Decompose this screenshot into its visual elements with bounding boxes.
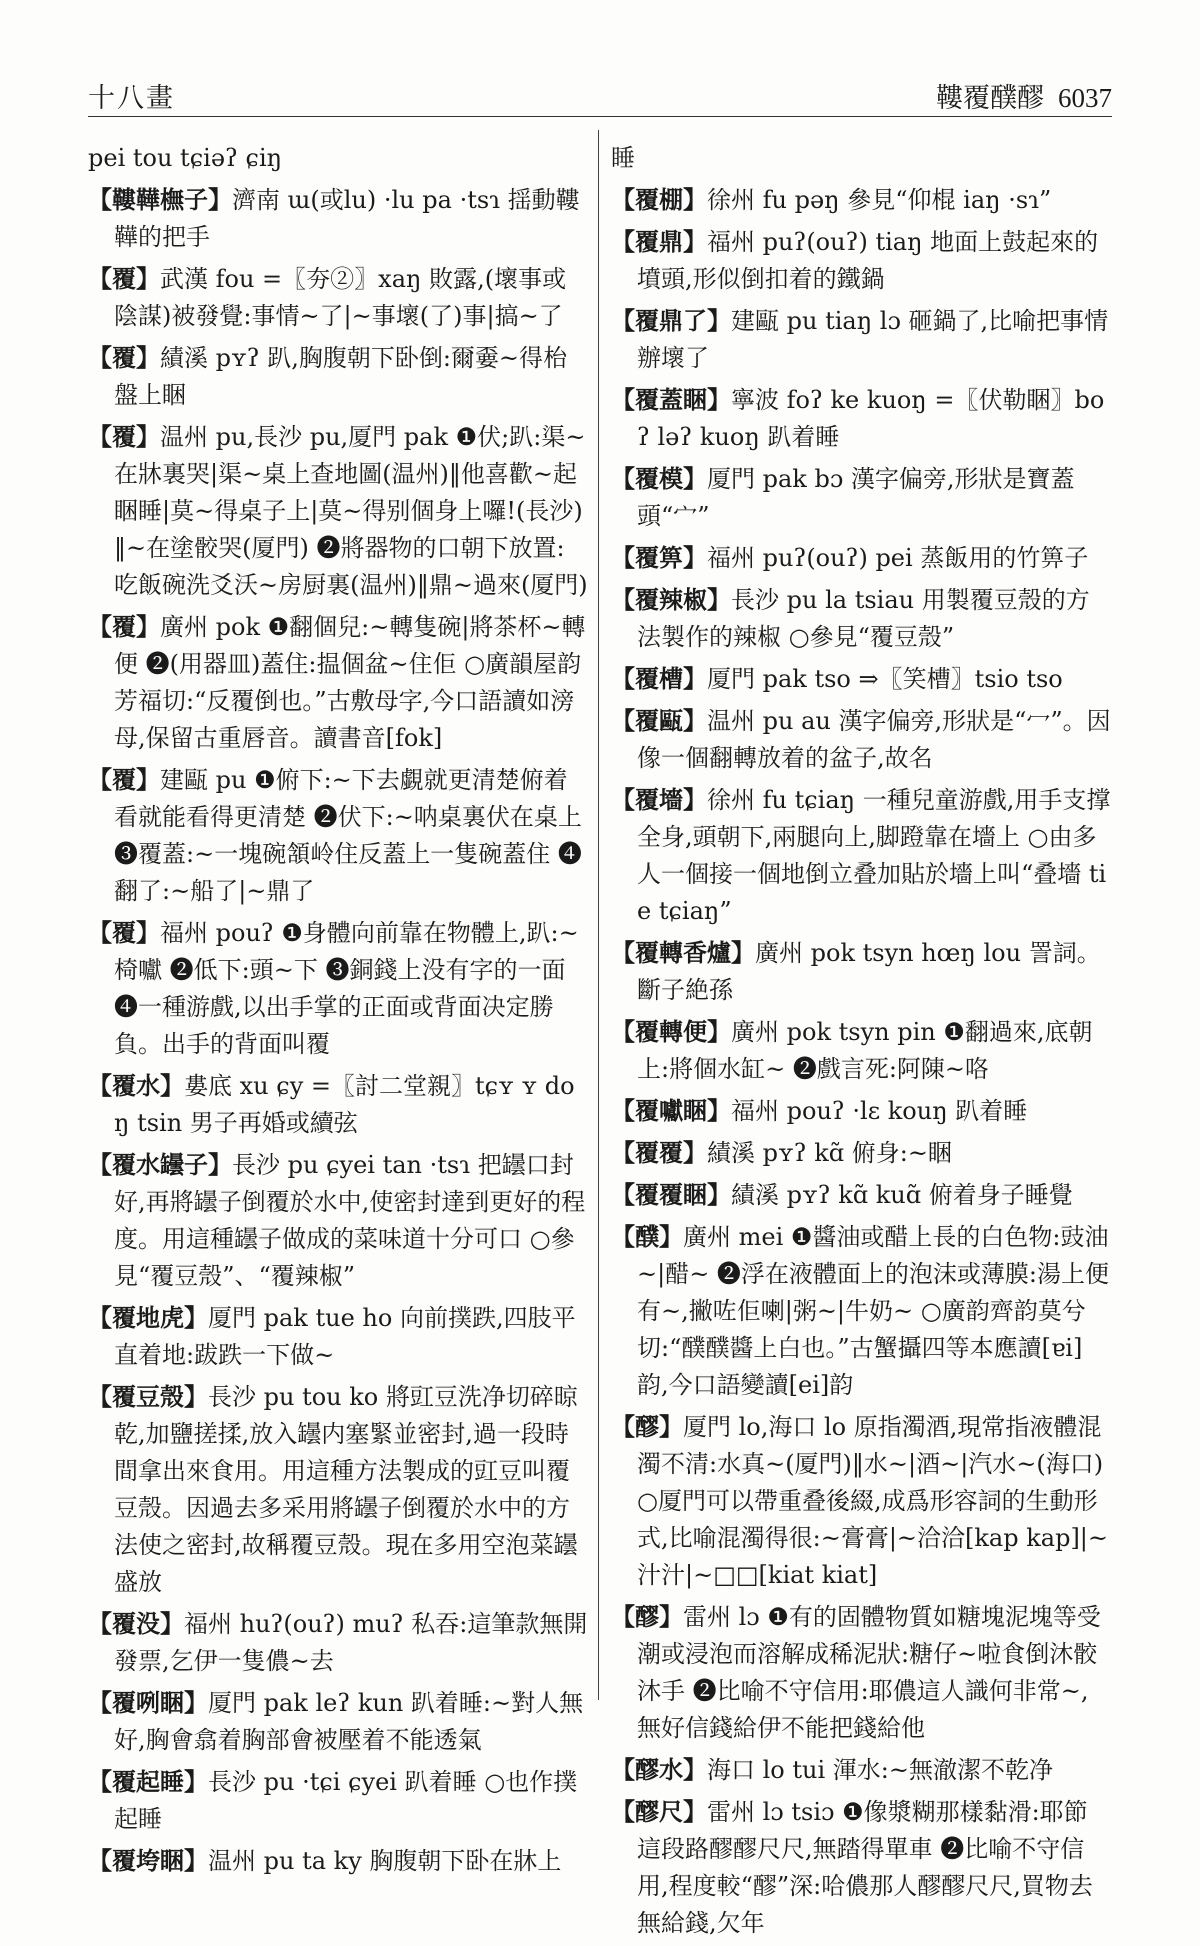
- dictionary-entry: [611, 1751, 1111, 1789]
- entry-headword: 【醪尺】: [611, 1797, 707, 1826]
- entry-text: 武漢 fou =〖夯②〗xaŋ 敗露,(壞事或陰謀)被發覺:事情~了|~事壞(了)事|搞~了: [114, 265, 567, 330]
- running-head-characters: 鞻覆醭醪: [936, 83, 1044, 114]
- dictionary-entry: [611, 1134, 1111, 1172]
- entry-text: 績溪 pʏʔ kɑ̃ 俯身:~睏: [707, 1139, 952, 1167]
- entry-headword: 【覆甌】: [611, 706, 707, 735]
- entry-headword: 【覆槽】: [611, 664, 707, 693]
- entry-text: 温州 pu au 漢字偏旁,形狀是“冖”。因像一個翻轉放着的盆子,故名: [637, 707, 1111, 772]
- entry-headword: 【醪水】: [611, 1755, 707, 1784]
- entry-text: 福州 pouʔ ·lɛ kouŋ 趴着睡: [731, 1097, 1028, 1125]
- dictionary-entry: [88, 339, 588, 414]
- entry-text: 徐州 fu tɕiaŋ 一種兒童游戲,用手支撑全身,頭朝下,兩腿向上,脚蹬靠在墻上 ○由多人一個接一個地倒立叠加貼於墻上叫“叠墻 tie tɕiaŋ”: [637, 786, 1111, 925]
- entry-headword: 【覆模】: [611, 464, 707, 493]
- entry-text: 福州 puʔ(ouʔ) pei 蒸飯用的竹箅子: [707, 544, 1089, 572]
- entry-text: 雷州 lɔ ❶有的固體物質如糖塊泥塊等受潮或浸泡而溶解成稀泥狀:糖仔~啦食倒沐骹沐手 ❷比喻不守信用:耶儂這人識何非常~,無好信錢給伊不能把錢給他: [637, 1603, 1101, 1742]
- entry-headword: 【醪】: [611, 1412, 683, 1441]
- column-divider: [598, 130, 599, 1700]
- entry-text: pei tou tɕiəʔ ɕiŋ: [88, 144, 283, 172]
- entry-headword: 【覆辣椒】: [611, 585, 731, 614]
- entry-headword: 【覆囐睏】: [611, 1096, 731, 1125]
- entry-headword: 【覆箅】: [611, 543, 707, 572]
- running-head-right: [936, 76, 1112, 115]
- dictionary-entry: [611, 302, 1111, 377]
- entry-text: 廣州 pok tsyn pin ❶翻過來,底朝上:將個水缸~ ❷戲言死:阿陳~咯: [637, 1018, 1093, 1083]
- entry-text: 婁底 xu ɕy =〖討二堂親〗tɕʏ ʏ doŋ tsin 男子再婚或續弦: [114, 1072, 575, 1137]
- page-header: [88, 70, 1112, 122]
- entry-headword: 【覆没】: [88, 1609, 184, 1638]
- entry-text: 建甌 pu ❶俯下:~下去覷就更清楚俯着看就能看得更清楚 ❷伏下:~呐桌裏伏在桌上 ❸覆蓋:~一塊碗頷岭住反蓋上一隻碗蓋住 ❹翻了:~船了|~鼎了: [114, 766, 582, 905]
- entry-text: 温州 pu,長沙 pu,厦門 pak ❶伏;趴:渠~在牀裏哭|渠~桌上查地圖(温州)‖他喜歡~起睏睡|莫~得桌子上|莫~得别個身上囉!(長沙)‖~在塗骹哭(厦門) ❷將器物的口朝下放置:吃飯碗洗爻沃~房厨裏(温州)‖鼎~過來(厦門): [114, 423, 588, 599]
- dictionary-entry: [88, 608, 588, 757]
- entry-headword: 【覆垮睏】: [88, 1846, 208, 1875]
- dictionary-entry: [611, 1408, 1111, 1594]
- dictionary-entry: [611, 660, 1111, 698]
- entry-headword: 【覆】: [88, 343, 160, 372]
- entry-text: 徐州 fu pəŋ 參見“仰棍 iaŋ ·sɿ”: [707, 186, 1052, 214]
- dictionary-entry: [611, 223, 1111, 298]
- dictionary-entry: [88, 260, 588, 335]
- dictionary-entry: [88, 418, 588, 604]
- entry-headword: 【覆地虎】: [88, 1303, 208, 1332]
- dictionary-entry: [611, 1092, 1111, 1130]
- entry-text: 建甌 pu tiaŋ lɔ 砸鍋了,比喻把事情辦壞了: [637, 307, 1109, 372]
- dictionary-entry: [611, 539, 1111, 577]
- entry-text: 福州 puʔ(ouʔ) tiaŋ 地面上鼓起來的墳頭,形似倒扣着的鐵鍋: [637, 228, 1099, 293]
- dictionary-entry: [88, 1763, 588, 1838]
- entry-text: 厦門 pak leʔ kun 趴着睡:~對人無好,胸會翕着胸部會被壓着不能透氣: [114, 1689, 584, 1754]
- entry-headword: 【醭】: [611, 1222, 683, 1251]
- entry-headword: 【覆起睡】: [88, 1767, 208, 1796]
- entry-text: 雷州 lɔ tsiɔ ❶像漿糊那樣黏滑:耶節這段路醪醪尺尺,無踏得單車 ❷比喻不守信用,程度較“醪”深:哈儂那人醪醪尺尺,買物去無給錢,欠年: [637, 1798, 1093, 1937]
- dictionary-entry: [88, 1146, 588, 1295]
- dictionary-entry: [611, 381, 1111, 456]
- entry-text: 長沙 pu la tsiau 用製覆豆殼的方法製作的辣椒 ○參見“覆豆殼”: [637, 586, 1090, 651]
- entry-headword: 【覆轉香爐】: [611, 938, 755, 967]
- dictionary-entry: [88, 181, 588, 256]
- dictionary-entry: [611, 581, 1111, 656]
- entry-headword: 【覆水】: [88, 1071, 184, 1100]
- dictionary-entry: [611, 702, 1111, 777]
- dictionary-entry: [88, 1842, 588, 1880]
- entry-headword: 【覆】: [88, 422, 160, 451]
- dictionary-entry: [88, 1378, 588, 1601]
- entry-continuation: [611, 140, 1111, 177]
- dictionary-entry: [88, 1299, 588, 1374]
- entry-text: 濟南 ɯ(或lu) ·lu pa ·tsɿ 揺動鞻鞾的把手: [114, 186, 580, 251]
- entry-text: 廣州 pok ❶翻個兒:~轉隻碗|將茶杯~轉便 ❷(用器皿)蓋住:揾個盆~住佢 ○廣韻屋韵芳福切:“反覆倒也。”古敷母字,今口語讀如滂母,保留古重唇音。讀書音[fok]: [114, 613, 586, 752]
- entry-text: 廣州 mei ❶醬油或醋上長的白色物:豉油~|醋~ ❷浮在液體面上的泡沫或薄膜:湯上便有~,撇咗佢喇|粥~|牛奶~ ○廣韵齊韵莫兮切:“醭醭醬上白也。”古蟹攝四等本應讀[ɐi]韵,今口語變讀[ei]韵: [637, 1223, 1110, 1399]
- entry-headword: 【覆】: [88, 612, 160, 641]
- entry-text: 睡: [611, 144, 635, 172]
- entry-headword: 【鞻鞾橅子】: [88, 185, 232, 214]
- entry-headword: 【覆】: [88, 918, 160, 947]
- entry-headword: 【覆蓋睏】: [611, 385, 731, 414]
- entry-text: 厦門 pak bɔ 漢字偏旁,形狀是寶蓋頭“宀”: [637, 465, 1075, 530]
- entry-text: 長沙 pu ɕyei tan ·tsɿ 把罎口封好,再將罎子倒覆於水中,使密封達到更好的程度。用這種罎子做成的菜味道十分可口 ○參見“覆豆殼”、“覆辣椒”: [114, 1151, 586, 1290]
- dictionary-entry: [611, 1013, 1111, 1088]
- entry-headword: 【覆覆睏】: [611, 1180, 731, 1209]
- dictionary-entry: [88, 1067, 588, 1142]
- entry-text: 温州 pu ta ky 胸腹朝下卧在牀上: [208, 1847, 562, 1875]
- entry-headword: 【覆豆殼】: [88, 1382, 208, 1411]
- header-rule: [88, 116, 1112, 117]
- entry-text: 厦門 pak tue ho 向前撲跌,四肢平直着地:跋跌一下做~: [114, 1304, 576, 1369]
- entry-continuation: [88, 140, 588, 177]
- entry-text: 績溪 pʏʔ kɑ̃ kuɑ̃ 俯着身子睡覺: [731, 1181, 1073, 1209]
- entry-headword: 【覆】: [88, 765, 160, 794]
- left-column: [88, 140, 588, 1884]
- entry-headword: 【覆咧睏】: [88, 1688, 208, 1717]
- entry-text: 寧波 foʔ ke kuoŋ =〖伏勒睏〗boʔ ləʔ kuoŋ 趴着睡: [637, 386, 1105, 451]
- dictionary-entry: [88, 914, 588, 1063]
- dictionary-entry: [88, 1605, 588, 1680]
- entry-text: 廣州 pok tsyn hœŋ lou 詈詞。斷子絶孫: [637, 939, 1101, 1004]
- running-head-stroke-count: 十八畫: [88, 83, 175, 114]
- entry-text: 長沙 pu tou ko 將豇豆洗净切碎晾乾,加鹽搓揉,放入罎内塞緊並密封,過一段時間拿出來食用。用這種方法製成的豇豆叫覆豆殼。因過去多采用將罎子倒覆於水中的方法使之密封,故稱覆豆殼。現在多用空泡菜罎盛放: [114, 1383, 578, 1596]
- entry-text: 厦門 lo,海口 lo 原指濁酒,現常指液體混濁不清:水真~(厦門)‖水~|酒~|汽水~(海口) ○厦門可以帶重叠後綴,成爲形容詞的生動形式,比喻混濁得很:~膏膏|~洽洽[kap kap]|~汁汁|~□□[kiat kiat]: [637, 1413, 1108, 1589]
- page-number: 6037: [1058, 83, 1112, 113]
- entry-headword: 【覆鼎了】: [611, 306, 731, 335]
- entry-text: 海口 lo tui 渾水:~無澈潔不乾净: [707, 1756, 1053, 1784]
- entry-headword: 【覆鼎】: [611, 227, 707, 256]
- dictionary-entry: [611, 781, 1111, 930]
- entry-headword: 【覆】: [88, 264, 160, 293]
- entry-headword: 【醪】: [611, 1602, 683, 1631]
- dictionary-entry: [611, 460, 1111, 535]
- right-column: [611, 140, 1111, 1946]
- entry-text: 福州 huʔ(ouʔ) muʔ 私吞:這筆款無開發票,乞伊一隻儂~去: [114, 1610, 588, 1675]
- dictionary-entry: [611, 1598, 1111, 1747]
- dictionary-entry: [88, 1684, 588, 1759]
- dictionary-entry: [611, 1176, 1111, 1214]
- dictionary-entry: [611, 1793, 1111, 1942]
- dictionary-entry: [611, 181, 1111, 219]
- dictionary-entry: [611, 1218, 1111, 1404]
- entry-headword: 【覆覆】: [611, 1138, 707, 1167]
- entry-headword: 【覆棚】: [611, 185, 707, 214]
- dictionary-entry: [611, 934, 1111, 1009]
- entry-headword: 【覆水罎子】: [88, 1150, 232, 1179]
- entry-text: 績溪 pʏʔ 趴,胸腹朝下卧倒:爾嫑~得枱盤上睏: [114, 344, 568, 409]
- entry-text: 厦門 pak tso ⇒〖笑槽〗tsio tso: [707, 665, 1063, 693]
- entry-text: 長沙 pu ·tɕi ɕyei 趴着睡 ○也作撲起睡: [114, 1768, 578, 1833]
- entry-headword: 【覆墻】: [611, 785, 707, 814]
- dictionary-entry: [88, 761, 588, 910]
- entry-text: 福州 pouʔ ❶身體向前靠在物體上,趴:~椅囐 ❷低下:頭~下 ❸銅錢上没有字的一面 ❹一種游戲,以出手掌的正面或背面决定勝負。出手的背面叫覆: [114, 919, 579, 1058]
- entry-headword: 【覆轉便】: [611, 1017, 731, 1046]
